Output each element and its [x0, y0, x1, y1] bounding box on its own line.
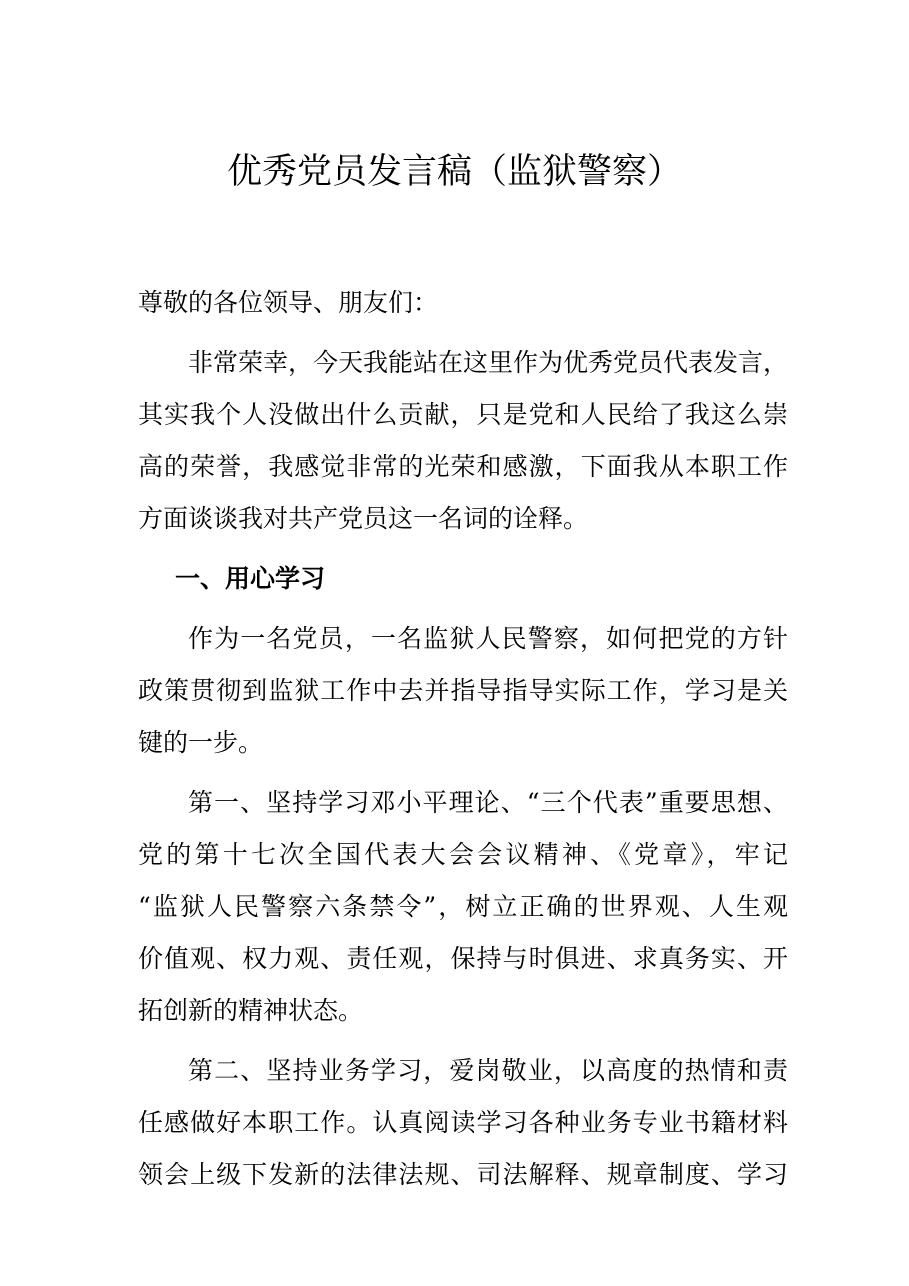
paragraph-line: “监狱人民警察六条禁令”，树立正确的世界观、人生观 [138, 892, 788, 921]
document-body [138, 277, 788, 1201]
paragraph-line: 作为一名党员，一名监狱人民警察，如何把党的方针 [188, 624, 788, 653]
paragraph-line: 高的荣誉，我感觉非常的光荣和感激，下面我从本职工作 [138, 452, 788, 481]
document-title: 优秀党员发言稿（监狱警察） [226, 152, 682, 192]
paragraph-line: 其实我个人没做出什么贡献，只是党和人民给了我这么崇 [138, 400, 788, 429]
paragraph-line: 键的一步。 [138, 728, 264, 757]
greeting: 尊敬的各位领导、朋友们： [138, 288, 439, 317]
paragraph-line: 任感做好本职工作。认真阅读学习各种业务专业书籍材料 [138, 1108, 788, 1137]
intro-paragraph [138, 337, 788, 545]
section-paragraph-1 [138, 613, 788, 769]
paragraph-line: 党的第十七次全国代表大会会议精神、《党章》，牢记 [138, 840, 788, 869]
paragraph-line: 领会上级下发新的法律法规、司法解释、规章制度、学习 [138, 1160, 788, 1189]
paragraph-line: 方面谈谈我对共产党员这一名词的诠释。 [138, 504, 589, 533]
paragraph-line: 价值观、权力观、责任观，保持与时俱进、求真务实、开 [138, 944, 788, 973]
paragraph-line: 第一、坚持学习邓小平理论、“三个代表”重要思想、 [188, 788, 788, 817]
paragraph-line: 拓创新的精神状态。 [138, 996, 364, 1025]
section-paragraph-2 [138, 777, 788, 1037]
paragraph-line: 非常荣幸，今天我能站在这里作为优秀党员代表发言， [188, 348, 789, 377]
paragraph-line: 政策贯彻到监狱工作中去并指导指导实际工作，学习是关 [138, 676, 788, 705]
section-heading: 一、用心学习 [175, 564, 326, 593]
paragraph-line: 第二、坚持业务学习，爱岗敬业，以高度的热情和责 [188, 1056, 788, 1085]
section-paragraph-3 [138, 1045, 788, 1201]
